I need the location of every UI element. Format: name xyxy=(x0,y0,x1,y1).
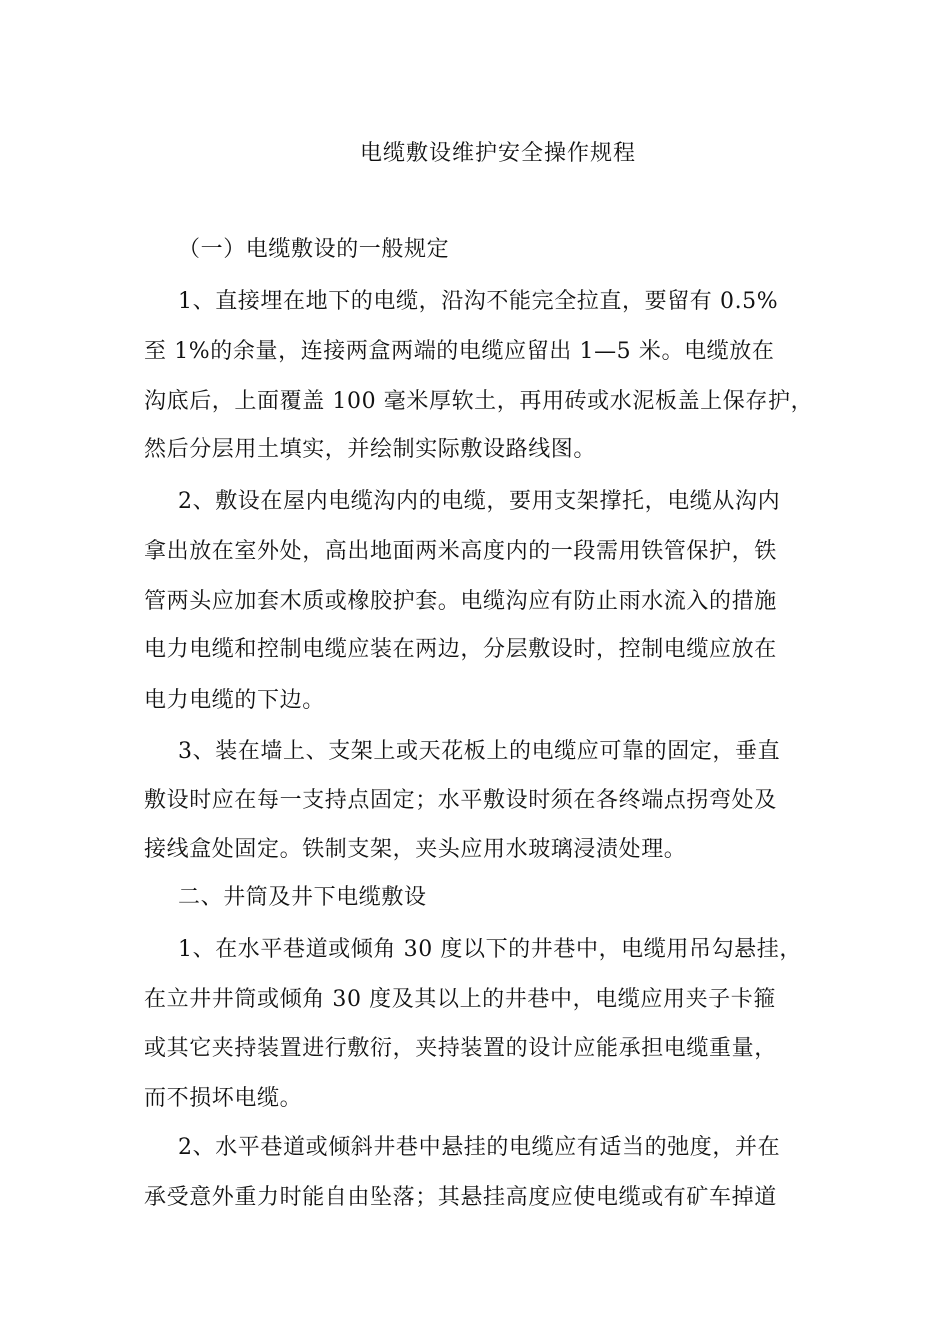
paragraph-line: 而不损坏电缆。 xyxy=(144,1086,303,1111)
document-title: 电缆敷设维护安全操作规程 xyxy=(359,141,636,166)
paragraph-line: 3、装在墙上、支架上或天花板上的电缆应可靠的固定，垂直 xyxy=(178,739,781,764)
paragraph-line: 2、敷设在屋内电缆沟内的电缆，要用支架撑托，电缆从沟内 xyxy=(178,489,781,514)
paragraph-line: 承受意外重力时能自由坠落；其悬挂高度应使电缆或有矿车掉道 xyxy=(144,1185,777,1210)
paragraph-line: 管两头应加套木质或橡胶护套。电缆沟应有防止雨水流入的措施 xyxy=(144,589,777,614)
paragraph-line: 在立井井筒或倾角 30 度及其以上的井巷中，电缆应用夹子卡箍 xyxy=(144,987,776,1012)
paragraph-line: 拿出放在室外处，高出地面两米高度内的一段需用铁管保护，铁 xyxy=(144,539,777,564)
paragraph-line: 1、直接埋在地下的电缆，沿沟不能完全拉直，要留有 0.5% xyxy=(178,289,779,314)
paragraph-line: 1、在水平巷道或倾角 30 度以下的井巷中，电缆用吊勾悬挂， xyxy=(178,937,802,962)
section-heading-2: 二、井筒及井下电缆敷设 xyxy=(178,885,427,910)
paragraph-line: 接线盒处固定。铁制支架，夹头应用水玻璃浸渍处理。 xyxy=(144,837,687,862)
paragraph-line: 2、水平巷道或倾斜井巷中悬挂的电缆应有适当的弛度，并在 xyxy=(178,1135,781,1160)
paragraph-line: 电力电缆和控制电缆应装在两边，分层敷设时，控制电缆应放在 xyxy=(144,637,777,662)
paragraph-line: 然后分层用土填实，并绘制实际敷设路线图。 xyxy=(144,437,597,462)
paragraph-line: 或其它夹持装置进行敷衍，夹持装置的设计应能承担电缆重量， xyxy=(144,1036,777,1061)
paragraph-line: 至 1%的余量，连接两盒两端的电缆应留出 1—5 米。电缆放在 xyxy=(144,339,775,364)
paragraph-line: 沟底后，上面覆盖 100 毫米厚软土，再用砖或水泥板盖上保存护， xyxy=(144,389,814,414)
section-heading-1: （一）电缆敷设的一般规定 xyxy=(178,237,450,262)
paragraph-line: 电力电缆的下边。 xyxy=(144,688,325,713)
paragraph-line: 敷设时应在每一支持点固定；水平敷设时须在各终端点拐弯处及 xyxy=(144,788,777,813)
